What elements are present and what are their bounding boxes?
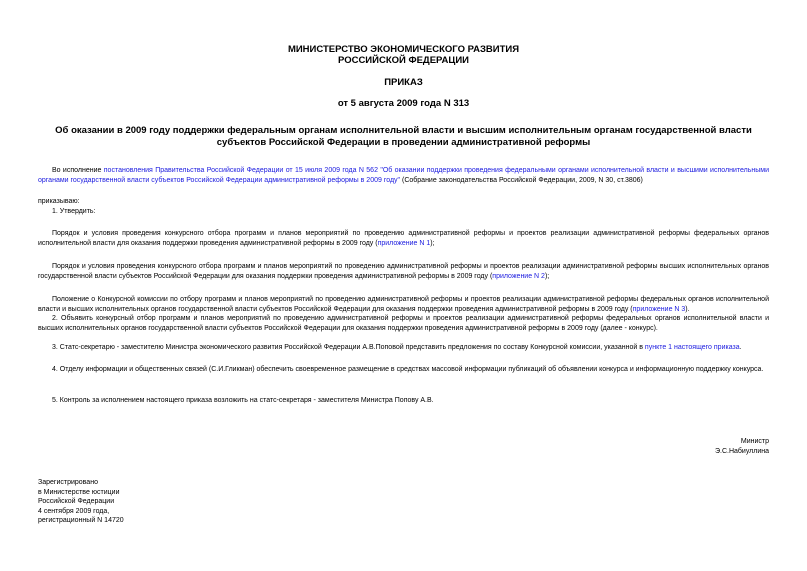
registration-line-2: в Министерстве юстиции [38, 488, 120, 496]
doc-date: от 5 августа 2009 года N 313 [337, 98, 470, 109]
registration-line-1: Зарегистрировано [38, 479, 98, 486]
paragraph-appendix-1 [38, 229, 769, 248]
para-a-text: Порядок и условия проведения конкурсного отбора программ и планов мероприятий по проведению административной реформы и проектов реализации административной реформы федеральных органов исполнительной власти для оказания поддержки проведения административной реформы в 2009 году ( [38, 230, 769, 247]
para-c-text: Положение о Конкурсной комиссии по отбору программ и планов мероприятий по проведению административной реформы и проектов реализации административной реформы федеральных органов исполнительной власти и высших исполнительных органов государственной власти субъектов Российской Федерации для оказания поддержки проведения административной реформы в 2009 году ( [38, 296, 769, 313]
item-3 [38, 343, 769, 353]
signature-position: Министр [740, 438, 769, 445]
signature-block [715, 437, 769, 456]
item-1: 1. Утвердить: [52, 208, 96, 215]
preamble-paragraph [38, 166, 769, 185]
doc-title: Об оказании в 2009 году поддержки федеральным органам исполнительной власти и высшим исполнительным органам государственной власти субъектов Российской Федерации в проведении административной реформы [55, 125, 752, 148]
item-2: 2. Объявить конкурсный отбор программ и планов мероприятий по проведению административной реформы и проектов реализации административной реформы федеральных органов исполнительной власти и высших исполнительных органов государственной власти субъектов Российской Федерации для оказания поддержки проведения административной реформы в 2009 году (далее - конкурс). [38, 315, 769, 332]
paragraph-appendix-2 [38, 262, 769, 281]
para-c-end: ). [685, 305, 690, 313]
ministry-line-2: РОССИЙСКОЙ ФЕДЕРАЦИИ [337, 55, 469, 66]
signature-name: Э.С.Набиуллина [714, 447, 769, 455]
preamble-before: Во исполнение [52, 167, 104, 174]
appendix-2-link[interactable]: приложение N 2 [492, 272, 545, 280]
item-4: 4. Отделу информации и общественных связей (С.И.Гликман) обеспечить своевременное размещение в средствах массовой информации публикаций об объявлении конкурса и информационную поддержку конкурса. [52, 366, 764, 373]
item-5: 5. Контроль за исполнением настоящего приказа возложить на статс-секретаря - заместителя Министра Попову А.В. [52, 397, 434, 404]
item-3-end: . [739, 344, 742, 351]
appendix-3-link[interactable]: приложение N 3 [632, 305, 686, 313]
preamble-after: (Собрание законодательства Российской Федерации, 2009, N 30, ст.3806) [400, 176, 643, 184]
item-3-link[interactable]: пункте 1 настоящего приказа [644, 344, 740, 351]
para-b-text: Порядок и условия проведения конкурсного отбора программ и планов мероприятий по проведению административной реформы и проектов реализации административной реформы высших исполнительных органов государственной власти субъектов Российской Федерации для оказания поддержки проведения административной реформы в 2009 году ( [38, 263, 769, 280]
doc-type: ПРИКАЗ [384, 77, 423, 88]
registration-line-3: Российской Федерации [38, 498, 115, 506]
paragraph-appendix-3 [38, 295, 769, 314]
orders-label: приказываю: [38, 198, 80, 205]
registration-line-5: регистрационный N 14720 [38, 517, 124, 525]
registration-line-4: 4 сентября 2009 года, [38, 507, 110, 515]
preamble-link[interactable]: постановления Правительства Российской Федерации от 15 июля 2009 года N 562 "Об оказании поддержки проведения федеральными органами исполнительной власти и высшими исполнительными органами государственной власти субъектов Российской Федерации административной реформы в 2009 году" [38, 167, 769, 184]
ministry-name [0, 44, 807, 66]
para-a-end: ); [430, 239, 435, 247]
item-3-text: 3. Статс-секретарю - заместителю Министра экономического развития Российской Федерации А.В.Поповой представить предложения по составу Конкурсной комиссии, указанной в [52, 344, 645, 351]
registration-block [38, 478, 124, 526]
ministry-line-1: МИНИСТЕРСТВО ЭКОНОМИЧЕСКОГО РАЗВИТИЯ [287, 44, 520, 55]
para-b-end: ); [544, 272, 550, 280]
appendix-1-link[interactable]: приложение N 1 [377, 239, 431, 247]
